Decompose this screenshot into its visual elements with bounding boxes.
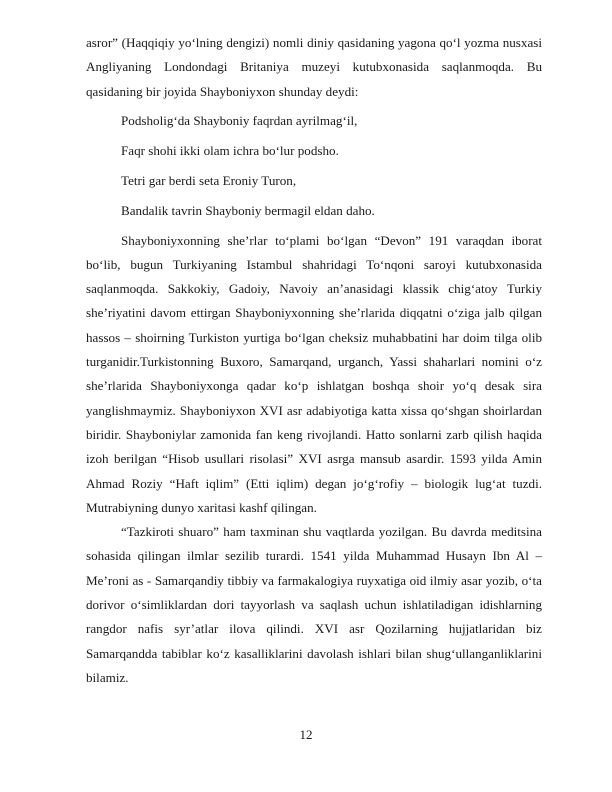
- verse-block: [86, 109, 542, 223]
- tazkirot-paragraph: “Tazkiroti shuaro” ham taxminan shu vaqtlarda yozilgan. Bu davrda meditsina sohasida qilingan ilmlar sezilib turardi. 1541 yilda Muhammad Husayn Ibn Al – Me’roni as - Samarqandiy tibbiy va farmakalogiya ruyxatiga oid ilmiy asar yozib, o‘ta dorivor o‘simliklardan dori tayyorlash va saqlash uchun ishlatiladigan idishlarning rangdor nafis syr’atlar ilova qilindi. XVI asr Qozilarning hujjatlaridan biz Samarqandda tabiblar ko‘z kasalliklarini davolash ishlari bilan shug‘ullanganliklarini bilamiz.: [86, 524, 542, 685]
- verse-line-3: Tetri gar berdi seta Eroniy Turon,: [121, 172, 297, 188]
- verse-line-1: Podsholig‘da Shayboniy faqrdan ayrilmag‘il,: [121, 113, 358, 129]
- document-page: [86, 31, 542, 690]
- page-number: 12: [299, 727, 313, 742]
- intro-paragraph: asror” (Haqqiqiy yo‘lning dengizi) nomli diniy qasidaning yagona qo‘l yozma nusxasi Angliyaning Londondagi Britaniya muzeyi kutubxonasida saqlanmoqda. Bu qasidaning bir joyida Shayboniyxon shunday deydi:: [86, 35, 542, 99]
- verse-line-4: Bandalik tavrin Shayboniy bermagil eldan daho.: [121, 202, 375, 218]
- verse-line-2: Faqr shohi ikki olam ichra bo‘lur podsho.: [121, 143, 339, 159]
- devon-paragraph: Shayboniyxonning she’rlar to‘plami bo‘lgan “Devon” 191 varaqdan iborat bo‘lib, bugun Turkiyaning Istambul shahridagi To‘nqoni saroyi kutubxonasida saqlanmoqda. Sakkokiy, Gadoiy, Navoiy an’anasidagi klassik chig‘atoy Turkiy she’riyatini davom ettirgan Shayboniyxonning she’rlarida diqqatni o‘ziga jalb qilgan hassos – shoirning Turkiston yurtiga bo‘lgan cheksiz muhabbatini har doim tilga olib turganidir.Turkistonning Buxoro, Samarqand, urganch, Yassi shaharlari nomini o‘z she’rlarida Shayboniyxonga qadar ko‘p ishlatgan boshqa shoir yo‘q desak sira yanglishmaymiz. Shayboniyxon XVI asr adabiyotiga katta xissa qo‘shgan shoirlardan biridir. Shayboniylar zamonida fan keng rivojlandi. Hatto sonlarni zarb qilish haqida izoh berilgan “Hisob usullari risolasi” XVI asrga mansub asardir. 1593 yilda Amin Ahmad Roziy “Haft iqlim” (Etti iqlim) degan jo‘g‘rofiy – biologik lug‘at tuzdi. Mutrabiyning dunyo xaritasi kashf qilingan.: [86, 232, 542, 515]
